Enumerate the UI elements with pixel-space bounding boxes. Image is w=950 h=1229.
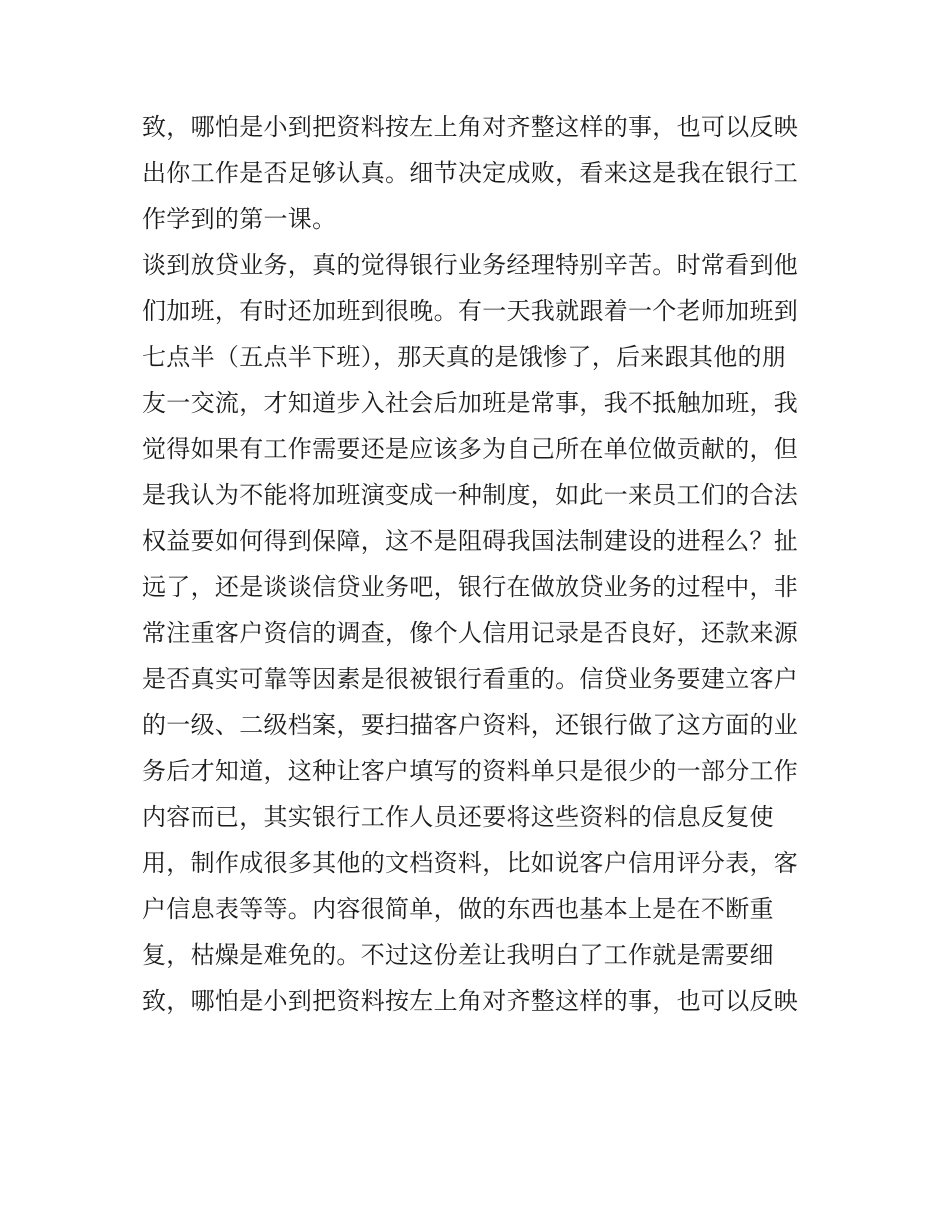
text-line: 是否真实可靠等因素是很被银行看重的。信贷业务要建立客户 — [142, 665, 799, 693]
text-line: 权益要如何得到保障，这不是阻碍我国法制建设的进程么？扯 — [142, 527, 799, 555]
body-text — [142, 104, 814, 1024]
text-line: 用，制作成很多其他的文档资料，比如说客户信用评分表，客 — [142, 849, 799, 877]
text-line: 觉得如果有工作需要还是应该多为自己所在单位做贡献的，但 — [142, 435, 799, 463]
text-line: 作学到的第一课。 — [142, 205, 337, 233]
text-line: 务后才知道，这种让客户填写的资料单只是很少的一部分工作 — [142, 757, 799, 785]
text-line: 七点半（五点半下班），那天真的是饿惨了，后来跟其他的朋 — [142, 343, 787, 371]
text-line: 是我认为不能将加班演变成一种制度，如此一来员工们的合法 — [142, 481, 799, 509]
text-line: 友一交流，才知道步入社会后加班是常事，我不抵触加班，我 — [142, 389, 799, 417]
text-line: 致，哪怕是小到把资料按左上角对齐整这样的事，也可以反映 — [142, 987, 799, 1015]
text-line: 远了，还是谈谈信贷业务吧，银行在做放贷业务的过程中，非 — [142, 573, 799, 601]
text-line: 复，枯燥是难免的。不过这份差让我明白了工作就是需要细 — [142, 941, 774, 969]
text-line: 内容而已，其实银行工作人员还要将这些资料的信息反复使 — [142, 803, 774, 831]
text-line: 们加班，有时还加班到很晚。有一天我就跟着一个老师加班到 — [142, 297, 799, 325]
text-line: 谈到放贷业务，真的觉得银行业务经理特别辛苦。时常看到他 — [142, 251, 799, 279]
text-line: 常注重客户资信的调查，像个人信用记录是否良好，还款来源 — [142, 619, 799, 647]
text-line: 出你工作是否足够认真。细节决定成败，看来这是我在银行工 — [142, 159, 799, 187]
text-line: 致，哪怕是小到把资料按左上角对齐整这样的事，也可以反映 — [142, 113, 799, 141]
text-line: 户信息表等等。内容很简单，做的东西也基本上是在不断重 — [142, 895, 774, 923]
text-line: 的一级、二级档案，要扫描客户资料，还银行做了这方面的业 — [142, 711, 799, 739]
